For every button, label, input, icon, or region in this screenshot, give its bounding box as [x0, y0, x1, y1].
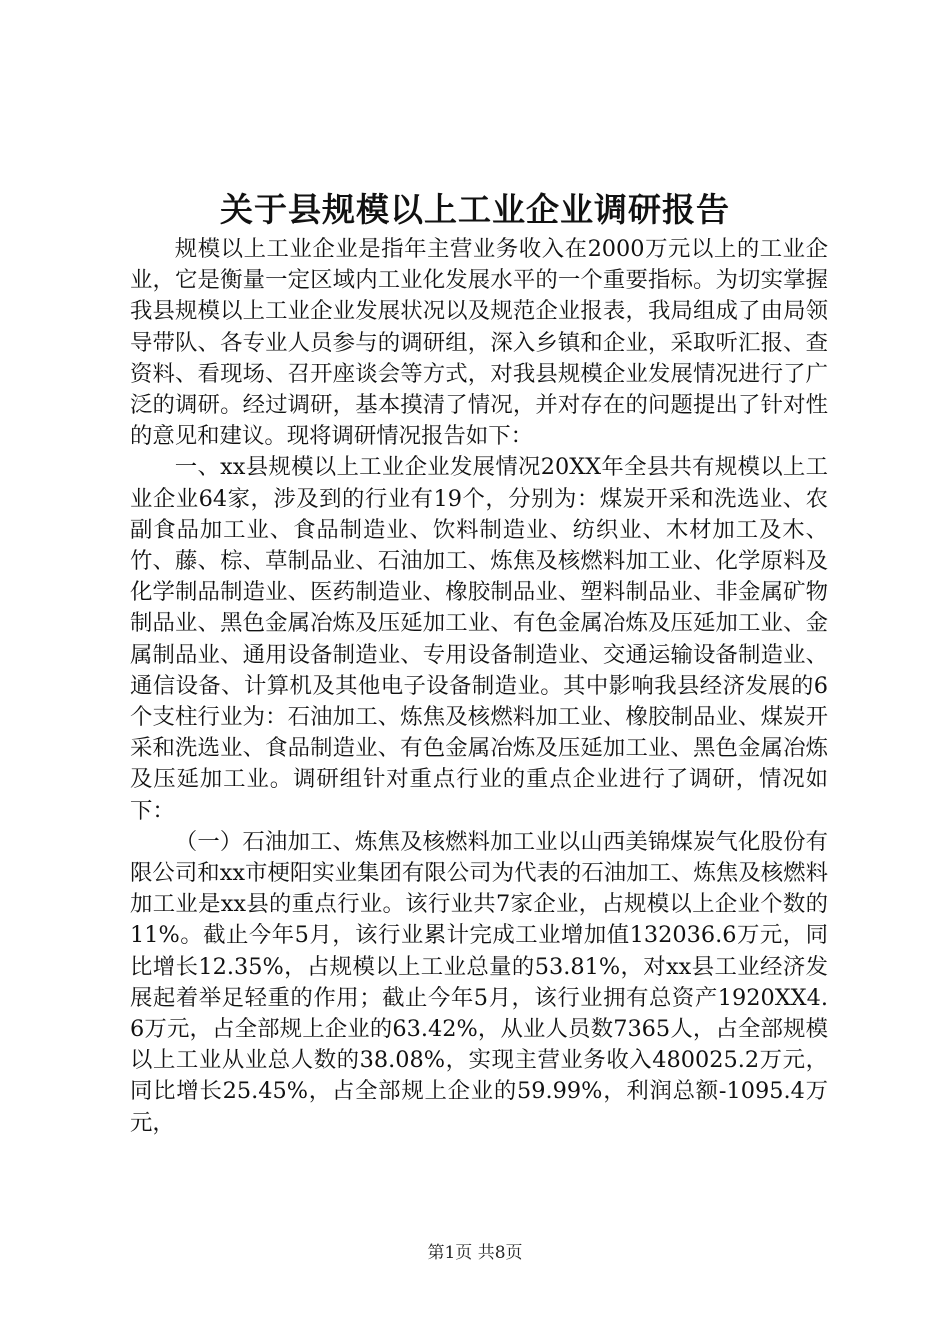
paragraph-section-1: 一、xx县规模以上工业企业发展情况20XX年全县共有规模以上工业企业64家，涉及到的行业有19个，分别为：煤炭开采和洗选业、农副食品加工业、食品制造业、饮料制造业、纺织业、木材加工及木、竹、藤、棕、草制品业、石油加工、炼焦及核燃料加工业、化学原料及化学制品制造业、医药制造业、橡胶制品业、塑料制品业、非金属矿物制品业、黑色金属冶炼及压延加工业、有色金属冶炼及压延加工业、金属制品业、通用设备制造业、专用设备制造业、交通运输设备制造业、通信设备、计算机及其他电子设备制造业。其中影响我县经济发展的6个支柱行业为：石油加工、炼焦及核燃料加工业、橡胶制品业、煤炭开采和洗选业、食品制造业、有色金属冶炼及压延加工业、黑色金属冶炼及压延加工业。调研组针对重点行业的重点企业进行了调研，情况如下：	[130, 454, 828, 824]
page-number-footer: 第1页 共8页	[427, 1243, 523, 1263]
document-title: 关于县规模以上工业企业调研报告	[220, 190, 730, 229]
paragraph-intro: 规模以上工业企业是指年主营业务收入在2000万元以上的工业企业，它是衡量一定区域内工业化发展水平的一个重要指标。为切实掌握我县规模以上工业企业发展状况以及规范企业报表，我局组成了由局领导带队、各专业人员参与的调研组，深入乡镇和企业，采取听汇报、查资料、看现场、召开座谈会等方式，对我县规模企业发展情况进行了广泛的调研。经过调研，基本摸清了情况，并对存在的问题提出了针对性的意见和建议。现将调研情况报告如下：	[130, 236, 828, 450]
document-body	[130, 234, 828, 1139]
paragraph-subsection-1: （一）石油加工、炼焦及核燃料加工业以山西美锦煤炭气化股份有限公司和xx市梗阳实业集团有限公司为代表的石油加工、炼焦及核燃料加工业是xx县的重点行业。该行业共7家企业，占规模以上企业个数的11%。截止今年5月，该行业累计完成工业增加值132036.6万元，同比增长12.35%，占规模以上工业总量的53.81%，对xx县工业经济发展起着举足轻重的作用；截止今年5月，该行业拥有总资产1920XX4.6万元，占全部规上企业的63.42%，从业人员数7365人，占全部规模以上工业从业总人数的38.08%，实现主营业务收入480025.2万元，同比增长25.45%，占全部规上企业的59.99%，利润总额-1095.4万元，	[130, 828, 828, 1136]
